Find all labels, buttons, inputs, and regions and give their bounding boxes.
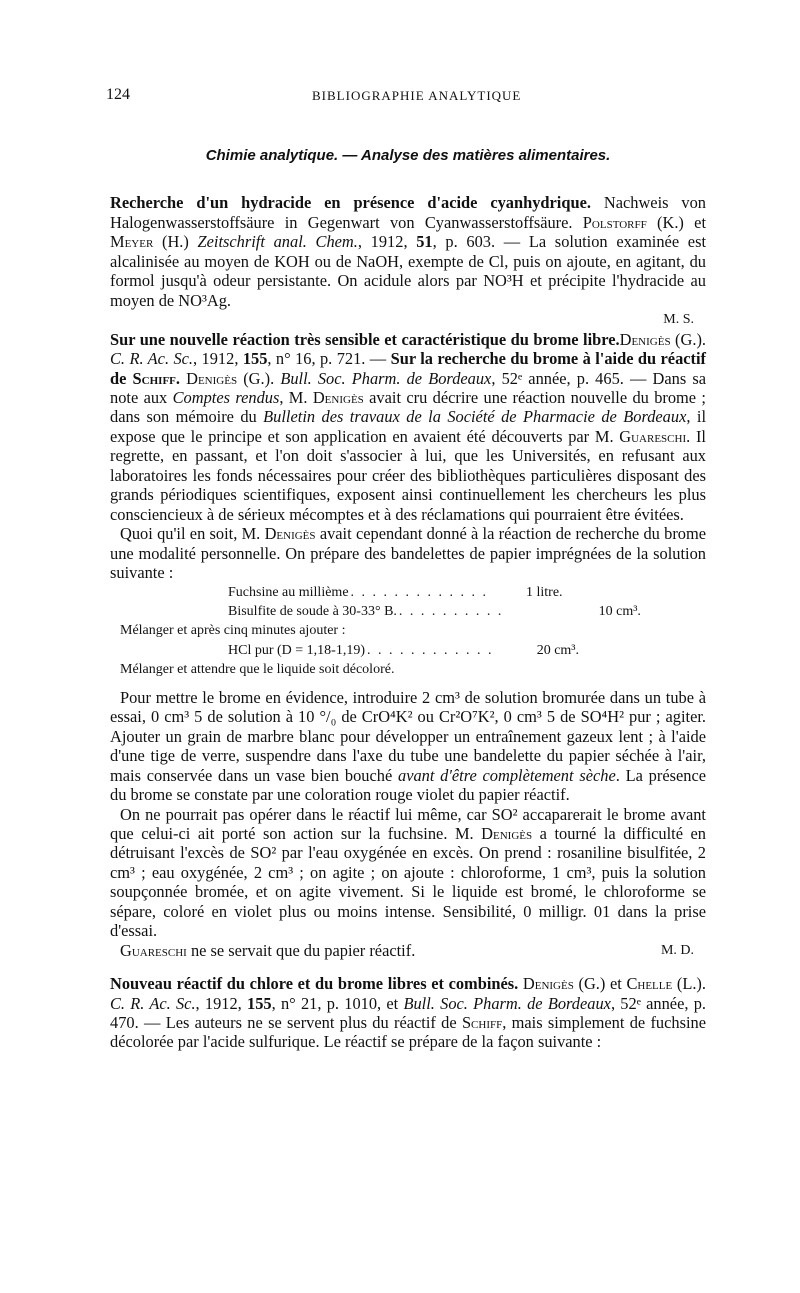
author-name: Denigès: [518, 974, 574, 994]
italic-phrase: avant d'être complètement sèche: [398, 765, 616, 785]
paragraph: [110, 941, 706, 960]
page-number: 124: [106, 86, 130, 103]
paragraph-text: On ne pourrait pas opérer dans le réactif lui même, car SO² accaparerait le brome avant que celui-ci ait porté son action sur la fuchsine. M.: [110, 804, 706, 843]
paragraph: [110, 524, 706, 582]
article-1-text: (K.) et: [646, 212, 707, 232]
page-body: [110, 146, 706, 1052]
paragraph-line: [110, 941, 415, 960]
article-3-text: (G.) et: [573, 974, 627, 994]
recipe-line: [228, 641, 706, 660]
article-2-title: Sur une nouvelle réaction très sensible et caractéristique du brome libre.: [110, 329, 620, 349]
ingredient-name: HCl pur (D = 1,18-1,19): [228, 642, 365, 658]
paragraph-text: ne se servait que du papier réactif.: [186, 940, 416, 960]
journal-name: Comptes rendus: [172, 387, 280, 407]
recipe-line: [228, 583, 706, 602]
author-name: Denigès: [179, 368, 238, 388]
volume-number: 155: [242, 349, 268, 369]
author-name: Meyer: [110, 232, 154, 252]
ingredient-quantity: 20 cm³.: [536, 642, 579, 658]
paragraph-text: Pour mettre le brome en évidence, introduire 2 cm³ de solution bromurée dans un tube à essai, 0 cm³ 5 de solution à 10 °/₀ de CrO⁴K² ou Cr²O⁷K², 0 cm³ 5 de SO⁴H² pur ; agiter. Ajouter un grain de marbre blanc pour développer un entraînement gazeux lent ; à l'aide d'une tige de verre, suspendre dans l'axe du tube une bandelette du papier séchée à l'air, mais conservée dans un vase bien bouché: [110, 687, 706, 785]
article-2-text: , 1912,: [193, 349, 243, 369]
article-2-signature: M. D.: [660, 942, 694, 958]
paragraph: [110, 805, 706, 941]
leader-dots: . . . . . . . . . . . . .: [350, 584, 489, 600]
author-name: Guareschi: [120, 940, 187, 960]
paragraph-text: a tourné la difficulté en détruisant l'excès de SO² par l'eau oxygénée en excès. On prend : rosaniline bisulfitée, 2 cm³ ; eau oxygénée, 2 cm³ ; on agite ; on ajoute : chloroforme, 1 cm³, puis la solution soupçonnée bromée, et on agite vivement. Si le liquide est bromé, le chloroforme se sépare, coloré en violet plus ou moins intense. Sensibilité, 0 milligr. 01 dans la prise d'essai.: [110, 823, 706, 941]
journal-name: Bull. Soc. Pharm. de Bordeaux: [280, 368, 492, 388]
article-2-text: , M.: [279, 387, 313, 407]
article-2-text: (G.).: [670, 329, 707, 349]
instruction-line: Mélanger et après cinq minutes ajouter :: [120, 623, 346, 639]
article-3-text: , n° 21, p. 1010, et: [271, 993, 404, 1013]
article-3-title: Nouveau réactif du chlore et du brome libres et combinés.: [110, 974, 519, 994]
paragraph-text: . La présence du brome se constate par une coloration rouge violet du papier réactif.: [110, 765, 706, 805]
article-1-title: Recherche d'un hydracide en présence d'acide cyanhydrique.: [110, 193, 591, 213]
recipe-block: [120, 583, 706, 680]
ingredient-name: Bisulfite de soude à 30-33° B.: [228, 603, 397, 619]
ingredient-name: Fuchsine au millième: [228, 584, 349, 600]
article-2-text: , 52ᵉ année, p. 465. — Dans sa note aux: [110, 368, 707, 407]
author-name: Schiff: [461, 1013, 503, 1033]
article-2-text: avait cru décrire une réaction nouvelle du brome ; dans son mémoire du: [110, 387, 706, 427]
article-2-subtitle: Sur la recherche du brome à l'aide du réactif de: [110, 349, 707, 388]
article-1-text: Nachweis von Halogenwasserstoffsäure in Gegenwart von Cyanwasserstoffsäure.: [110, 193, 706, 232]
author-name: Guareschi: [619, 426, 687, 446]
ingredient-quantity: 10 cm³.: [598, 603, 641, 619]
recipe-line: [228, 602, 706, 621]
journal-name: Zeitschrift anal. Chem.: [197, 232, 358, 252]
leader-dots: . . . . . . . . . .: [398, 603, 504, 619]
journal-name: Bull. Soc. Pharm. de Bordeaux: [403, 993, 611, 1013]
section-title: Chimie analytique. — Analyse des matières alimentaires.: [205, 147, 611, 164]
author-name: Polstorff: [582, 212, 647, 232]
paragraph-text: avait cependant donné à la réaction de recherche du brome une modalité personnelle. On prépare des bandelettes de papier imprégnées de la solution suivante :: [110, 524, 706, 583]
article-2-text: , n° 16, p. 721. —: [267, 349, 391, 369]
page-header: [106, 86, 706, 106]
article-1-text: , 1912,: [357, 232, 417, 252]
journal-name: C. R. Ac. Sc.: [110, 349, 194, 369]
article-3-text: , 1912,: [195, 993, 248, 1013]
author-name: Denigès: [312, 387, 364, 407]
article-1-text: , p. 603. — La solution examinée est alcalinisée au moyen de KOH ou de NaOH, exempte de Cl, puis on ajoute, en agitant, du formol jusqu'à odeur persistante. On acidule alors par NO³H et précipite l'hydracide au moyen de NO³Ag.: [110, 232, 707, 310]
journal-name: C. R. Ac. Sc.: [110, 993, 196, 1013]
article-1: [110, 193, 706, 310]
author-name: Denigès: [619, 329, 671, 349]
author-name: Denigès: [481, 823, 533, 843]
article-3-text: (L.).: [672, 974, 706, 994]
article-2-text: (G.).: [237, 368, 281, 388]
author-name: Denigès: [264, 524, 316, 544]
article-2: [110, 330, 706, 525]
article-1-text: (H.): [153, 232, 198, 252]
journal-name: Bulletin des travaux de la Société de Pharmacie de Bordeaux: [263, 407, 687, 427]
author-name: Chelle: [626, 974, 673, 994]
article-3: [110, 974, 706, 1052]
article-2-text: , il expose que le principe et son application en avaient été découverts par M.: [110, 407, 706, 446]
article-2-text: . Il regrette, en passant, et l'on doit s'associer à lui, que les Universités, en refusant aux laboratoires les fonds nécessaires pour créer des bibliothèques particulières disposant des grands périodiques scientifiques, exposent ainsi continuellement les chercheurs les plus consciencieux à de sérieux mécomptes et à des réclamations qui pourraient être évitées.: [110, 426, 706, 524]
article-1-signature: M. S.: [663, 312, 694, 328]
author-name: Schiff.: [126, 368, 180, 388]
article-3-text: , mais simplement de fuchsine décolorée par l'acide sulfurique. Le réactif se prépare de la façon suivante :: [110, 1013, 706, 1052]
paragraph-text: Quoi qu'il en soit, M.: [120, 524, 265, 544]
leader-dots: . . . . . . . . . . . .: [367, 642, 494, 658]
instruction-line: Mélanger et attendre que le liquide soit décoloré.: [120, 662, 395, 678]
volume-number: 51: [416, 232, 433, 252]
article-3-text: , 52ᵉ année, p. 470. — Les auteurs ne se servent plus du réactif de: [110, 993, 706, 1033]
paragraph: [110, 688, 706, 805]
ingredient-quantity: 1 litre.: [525, 584, 563, 600]
running-title: BIBLIOGRAPHIE ANALYTIQUE: [312, 88, 522, 103]
volume-number: 155: [247, 993, 272, 1013]
